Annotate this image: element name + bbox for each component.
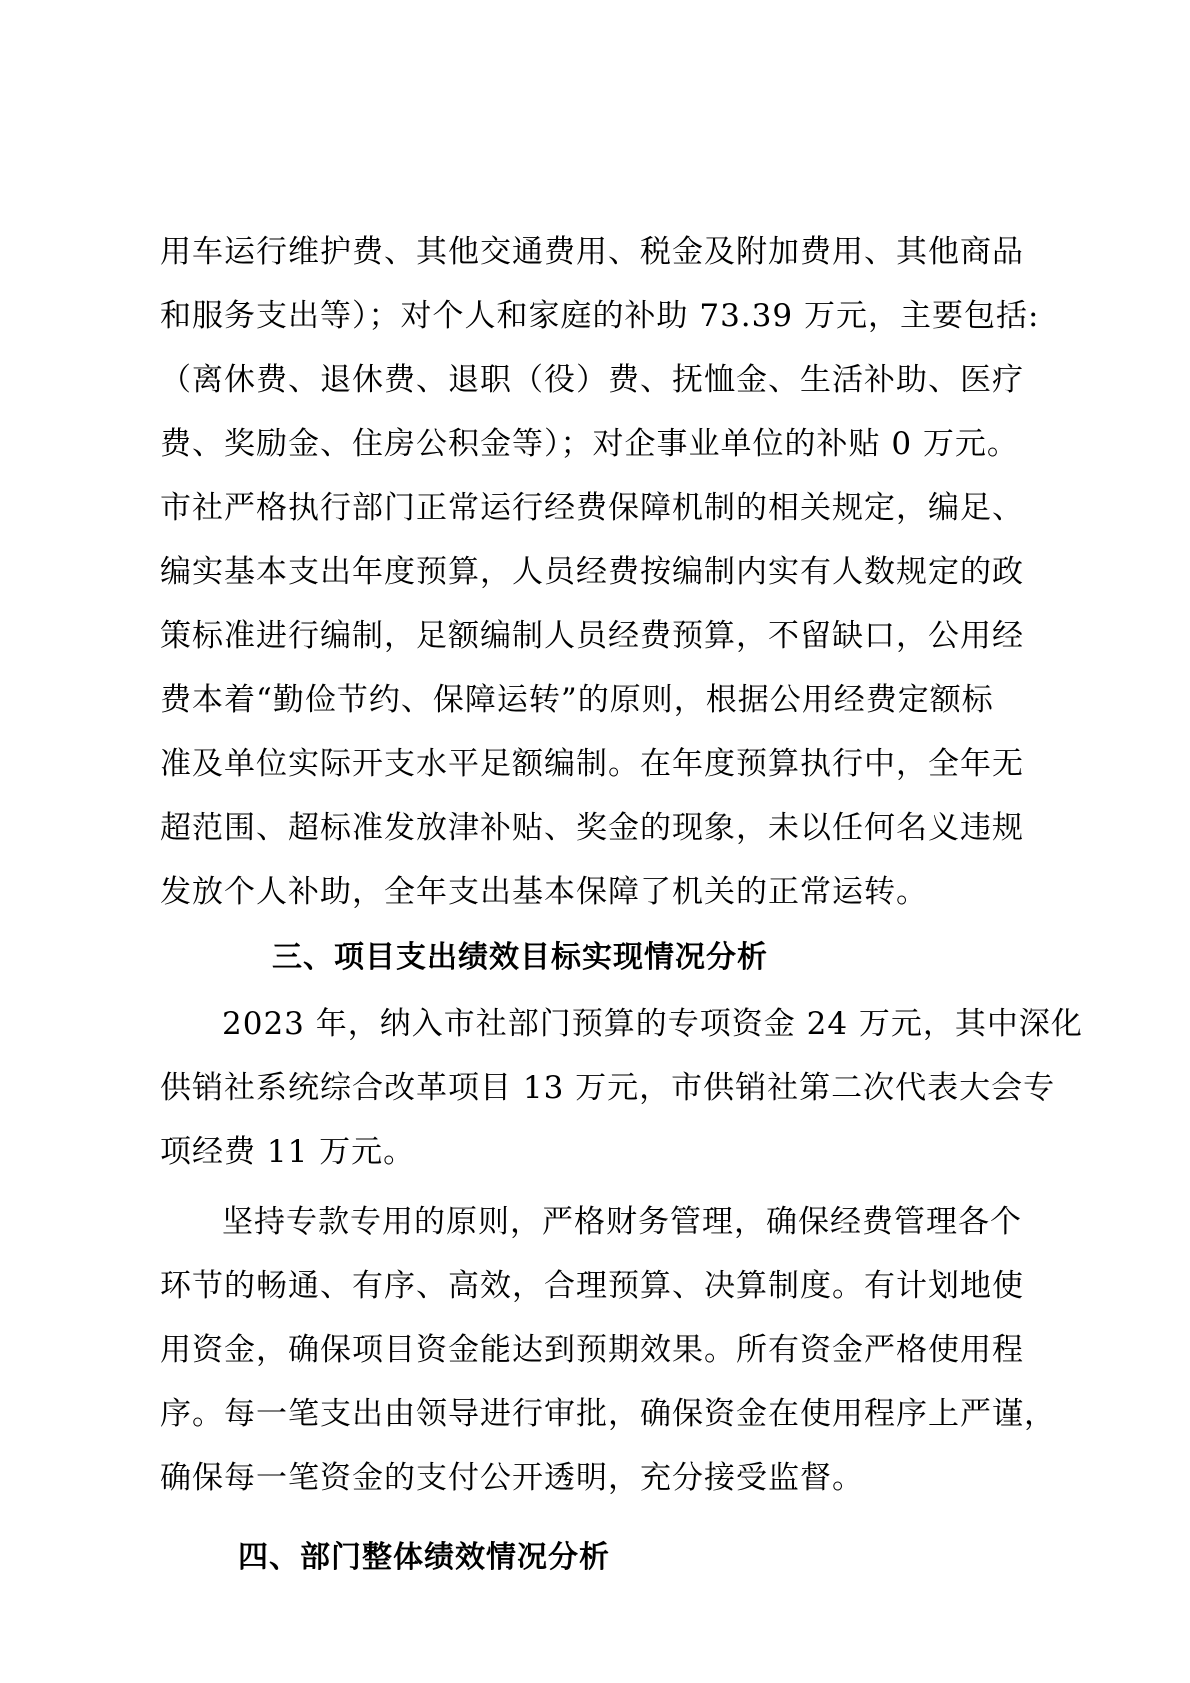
text-line: 市社严格执行部门正常运行经费保障机制的相关规定，编足、 — [160, 490, 1024, 526]
text-line: 费、奖励金、住房公积金等）；对企事业单位的补贴 0 万元。 — [160, 426, 1019, 462]
paragraph-fund-management — [160, 1190, 1056, 1510]
text-line: 环节的畅通、有序、高效，合理预算、决算制度。有计划地使 — [160, 1268, 1024, 1304]
text-line: 用车运行维护费、其他交通费用、税金及附加费用、其他商品 — [160, 234, 1024, 270]
text-line: 准及单位实际开支水平足额编制。在年度预算执行中，全年无 — [160, 746, 1024, 782]
text-line: 2023 年，纳入市社部门预算的专项资金 24 万元，其中深化 — [222, 1006, 1083, 1042]
text-line: 编实基本支出年度预算，人员经费按编制内实有人数规定的政 — [160, 554, 1024, 590]
text-line: （离休费、退休费、退职（役）费、抚恤金、生活补助、医疗 — [160, 362, 1024, 398]
section-heading-4: 四、部门整体绩效情况分析 — [238, 1540, 610, 1575]
text-line: 序。每一笔支出由领导进行审批，确保资金在使用程序上严谨， — [160, 1396, 1056, 1432]
text-line: 坚持专款专用的原则，严格财务管理，确保经费管理各个 — [222, 1204, 1022, 1240]
section-heading-3: 三、项目支出绩效目标实现情况分析 — [272, 940, 768, 975]
text-line: 供销社系统综合改革项目 13 万元，市供销社第二次代表大会专 — [160, 1070, 1056, 1106]
document-page — [160, 220, 1083, 1592]
text-line: 费本着“勤俭节约、保障运转”的原则，根据公用经费定额标 — [160, 682, 994, 718]
text-line: 超范围、超标准发放津补贴、奖金的现象，未以任何名义违规 — [160, 810, 1024, 846]
text-line: 策标准进行编制，足额编制人员经费预算，不留缺口，公用经 — [160, 618, 1024, 654]
text-line: 用资金，确保项目资金能达到预期效果。所有资金严格使用程 — [160, 1332, 1024, 1368]
text-line: 项经费 11 万元。 — [160, 1134, 416, 1170]
text-line: 和服务支出等）；对个人和家庭的补助 73.39 万元，主要包括: — [160, 298, 1040, 334]
paragraph-basic-expenditure — [160, 220, 1040, 924]
text-line: 确保每一笔资金的支付公开透明，充分接受监督。 — [160, 1460, 864, 1496]
paragraph-special-funds — [160, 992, 1083, 1184]
text-line: 发放个人补助，全年支出基本保障了机关的正常运转。 — [160, 874, 928, 910]
